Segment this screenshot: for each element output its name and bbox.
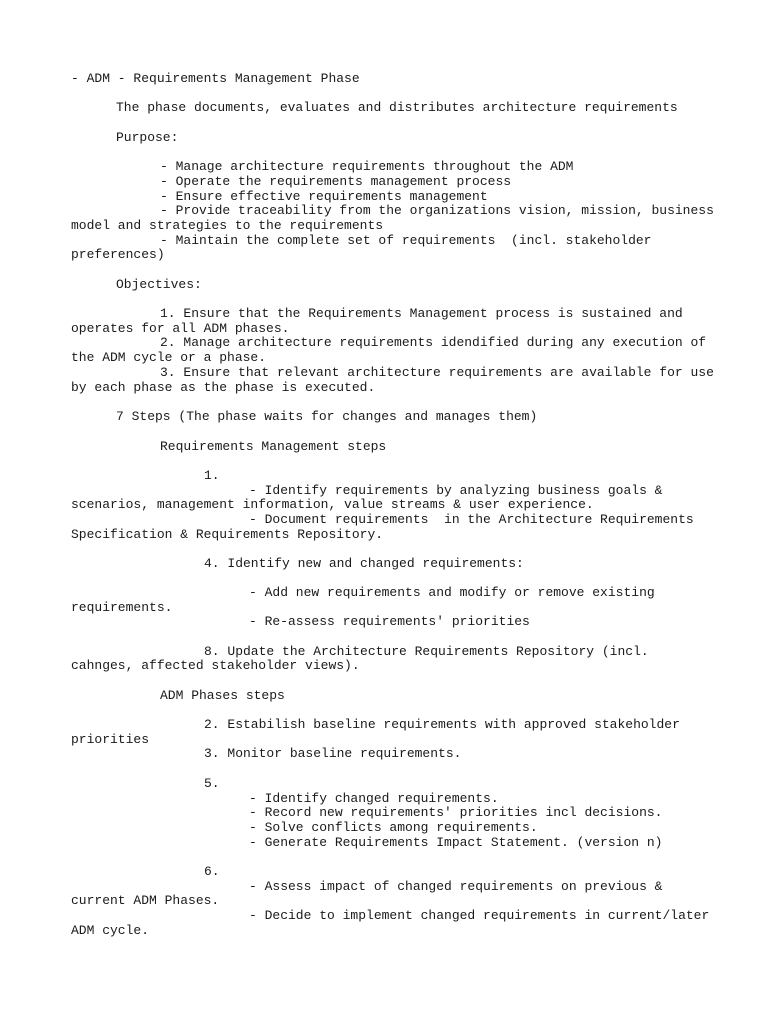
step-line: - Re-assess requirements' priorities bbox=[249, 614, 530, 629]
step-line-continuation: cahnges, affected stakeholder views). bbox=[71, 658, 360, 673]
purpose-item: - Maintain the complete set of requirements (incl. stakeholder bbox=[160, 233, 652, 248]
step-number: 5. bbox=[204, 776, 220, 791]
purpose-item: - Ensure effective requirements management bbox=[160, 189, 488, 204]
step-line: - Identify requirements by analyzing business goals & bbox=[249, 483, 663, 498]
step-line: 8. Update the Architecture Requirements Repository (incl. bbox=[204, 644, 649, 659]
step-line: - Add new requirements and modify or remove existing bbox=[249, 585, 655, 600]
purpose-item-continuation: model and strategies to the requirements bbox=[71, 218, 384, 233]
req-mgmt-heading: Requirements Management steps bbox=[160, 439, 387, 454]
step-line: - Generate Requirements Impact Statement. (version n) bbox=[249, 835, 663, 850]
purpose-item-continuation: preferences) bbox=[71, 247, 165, 262]
step-line: - Identify changed requirements. bbox=[249, 791, 499, 806]
step-line-continuation: current ADM Phases. bbox=[71, 893, 220, 908]
objective-item: 2. Manage architecture requirements idendified during any execution of bbox=[160, 335, 707, 350]
objective-item-continuation: by each phase as the phase is executed. bbox=[71, 380, 376, 395]
objective-item-continuation: operates for all ADM phases. bbox=[71, 321, 290, 336]
objective-item: 3. Ensure that relevant architecture requirements are available for use bbox=[160, 365, 714, 380]
purpose-item: - Manage architecture requirements throughout the ADM bbox=[160, 159, 574, 174]
step-line: - Assess impact of changed requirements on previous & bbox=[249, 879, 663, 894]
step-line-continuation: Specification & Requirements Repository. bbox=[71, 527, 384, 542]
step-line-continuation: priorities bbox=[71, 732, 150, 747]
objective-item-continuation: the ADM cycle or a phase. bbox=[71, 350, 267, 365]
purpose-heading: Purpose: bbox=[116, 130, 179, 145]
purpose-item: - Provide traceability from the organizations vision, mission, business bbox=[160, 203, 714, 218]
step-line: 3. Monitor baseline requirements. bbox=[204, 746, 462, 761]
document-title: - ADM - Requirements Management Phase bbox=[71, 71, 360, 86]
step-line: 2. Estabilish baseline requirements with approved stakeholder bbox=[204, 717, 680, 732]
objective-item: 1. Ensure that the Requirements Management process is sustained and bbox=[160, 306, 683, 321]
step-line: - Record new requirements' priorities incl decisions. bbox=[249, 805, 663, 820]
step-line: - Solve conflicts among requirements. bbox=[249, 820, 538, 835]
step-title: 4. Identify new and changed requirements: bbox=[204, 556, 524, 571]
adm-heading: ADM Phases steps bbox=[160, 688, 285, 703]
steps-heading: 7 Steps (The phase waits for changes and manages them) bbox=[116, 409, 538, 424]
intro-text: The phase documents, evaluates and distributes architecture requirements bbox=[116, 100, 678, 115]
step-line-continuation: requirements. bbox=[71, 600, 173, 615]
purpose-item: - Operate the requirements management process bbox=[160, 174, 512, 189]
objectives-heading: Objectives: bbox=[116, 277, 202, 292]
step-line-continuation: ADM cycle. bbox=[71, 923, 150, 938]
step-number: 1. bbox=[204, 468, 220, 483]
step-line: - Decide to implement changed requirements in current/later bbox=[249, 908, 710, 923]
step-number: 6. bbox=[204, 864, 220, 879]
step-line-continuation: scenarios, management information, value streams & user experience. bbox=[71, 497, 594, 512]
step-line: - Document requirements in the Architecture Requirements bbox=[249, 512, 694, 527]
